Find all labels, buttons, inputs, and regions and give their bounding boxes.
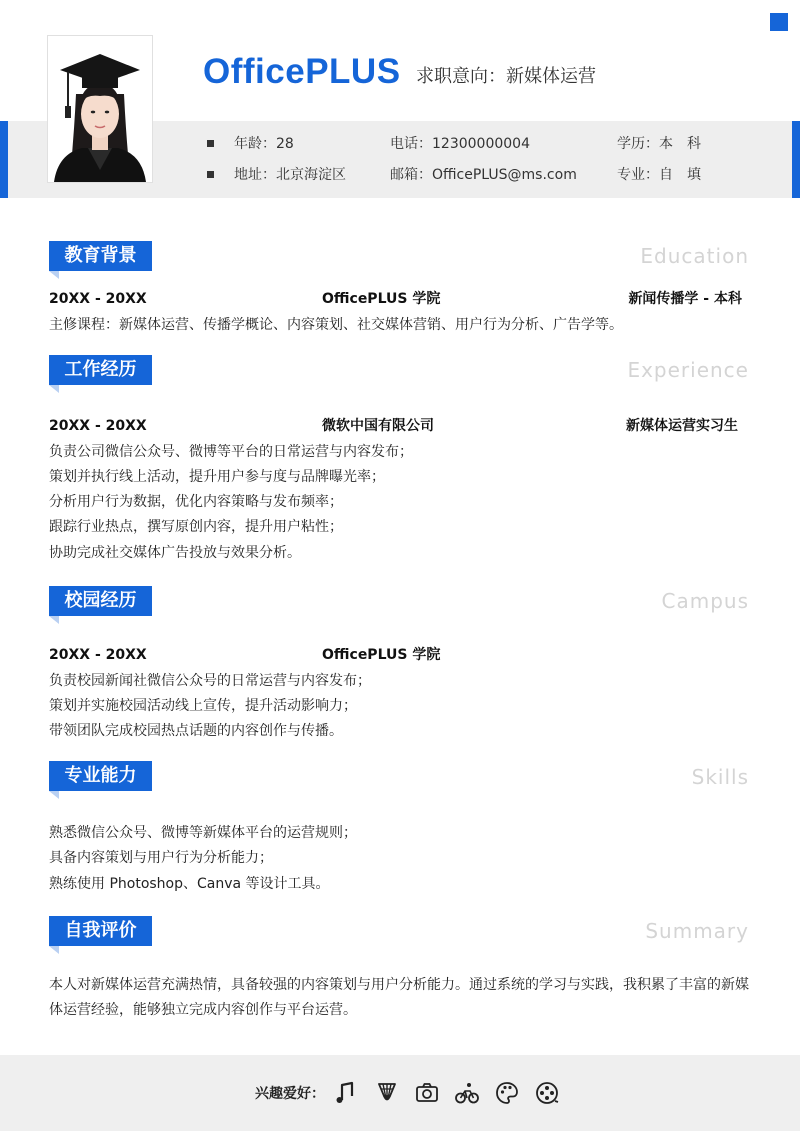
education-school: OfficePLUS 学院 [322,291,441,307]
section-tab-fold [49,616,59,624]
education-period: 20XX - 20XX [49,291,147,307]
campus-section-title-en: Campus [661,589,749,613]
campus-period: 20XX - 20XX [49,647,147,663]
corner-accent-square [770,13,788,31]
badminton-icon [374,1080,400,1106]
section-tab-fold [49,946,59,954]
hobby-label: 兴趣爱好： [255,1086,325,1102]
summary-section-title: 自我评价 [49,916,152,946]
graduate-portrait-image [48,36,152,182]
camera-icon [414,1080,440,1106]
experience-section-title-en: Experience [627,358,749,382]
skill-line: 熟练使用 Photoshop、Canva 等设计工具。 [49,876,330,892]
campus-duty-line: 策划并实施校园活动线上宣传，提升活动影响力； [49,698,357,714]
bullet-marker [207,140,214,147]
education-major-degree: 新闻传播学 - 本科 [628,291,742,307]
section-tab-fold [49,271,59,279]
music-note-icon [332,1080,358,1106]
campus-duty-line: 负责校园新闻社微信公众号的日常运营与内容发布； [49,673,371,689]
campus-school: OfficePLUS 学院 [322,647,441,663]
education-courses: 主修课程：新媒体运营、传播学概论、内容策划、社交媒体营销、用户行为分析、广告学等。 [49,317,623,333]
band-accent-left [0,121,8,198]
major-field: 专业：自 填 [617,167,701,183]
experience-duty-line: 策划并执行线上活动，提升用户参与度与品牌曝光率； [49,469,385,485]
summary-section-title-en: Summary [645,919,749,943]
experience-period: 20XX - 20XX [49,418,147,434]
degree-field: 学历：本 科 [617,136,701,152]
experience-duty-line: 协助完成社交媒体广告投放与效果分析。 [49,545,301,561]
address-field: 地址：北京海淀区 [234,167,346,183]
section-tab-fold [49,791,59,799]
experience-duty-line: 分析用户行为数据，优化内容策略与发布频率； [49,494,343,510]
band-accent-right [792,121,800,198]
experience-company: 微软中国有限公司 [322,418,434,434]
brand-name: OfficePLUS [203,52,401,91]
skill-line: 具备内容策划与用户行为分析能力； [49,850,273,866]
experience-section-title: 工作经历 [49,355,152,385]
phone-field: 电话：12300000004 [390,136,530,152]
email-field: 邮箱：OfficePLUS@ms.com [390,167,577,183]
job-objective: 求职意向：新媒体运营 [416,66,596,87]
skills-section-title: 专业能力 [49,761,152,791]
education-section-title: 教育背景 [49,241,152,271]
experience-duty-line: 跟踪行业热点，撰写原创内容，提升用户粘性； [49,519,343,535]
section-tab-fold [49,385,59,393]
bullet-marker [207,171,214,178]
cycling-icon [454,1080,480,1106]
skills-section-title-en: Skills [691,765,749,789]
painting-palette-icon [494,1080,520,1106]
education-section-title-en: Education [640,244,749,268]
age-field: 年龄：28 [234,136,294,152]
profile-photo [47,35,153,183]
experience-role: 新媒体运营实习生 [626,418,738,434]
film-reel-icon [534,1080,560,1106]
campus-duty-line: 带领团队完成校园热点话题的内容创作与传播。 [49,723,343,739]
skill-line: 熟悉微信公众号、微博等新媒体平台的运营规则； [49,825,357,841]
campus-section-title: 校园经历 [49,586,152,616]
self-evaluation-text: 本人对新媒体运营充满热情，具备较强的内容策划与用户分析能力。通过系统的学习与实践，我积累了丰富的新媒体运营经验，能够独立完成内容创作与平台运营。 [49,977,749,1018]
experience-duty-line: 负责公司微信公众号、微博等平台的日常运营与内容发布； [49,444,413,460]
footer-band [0,1055,800,1131]
